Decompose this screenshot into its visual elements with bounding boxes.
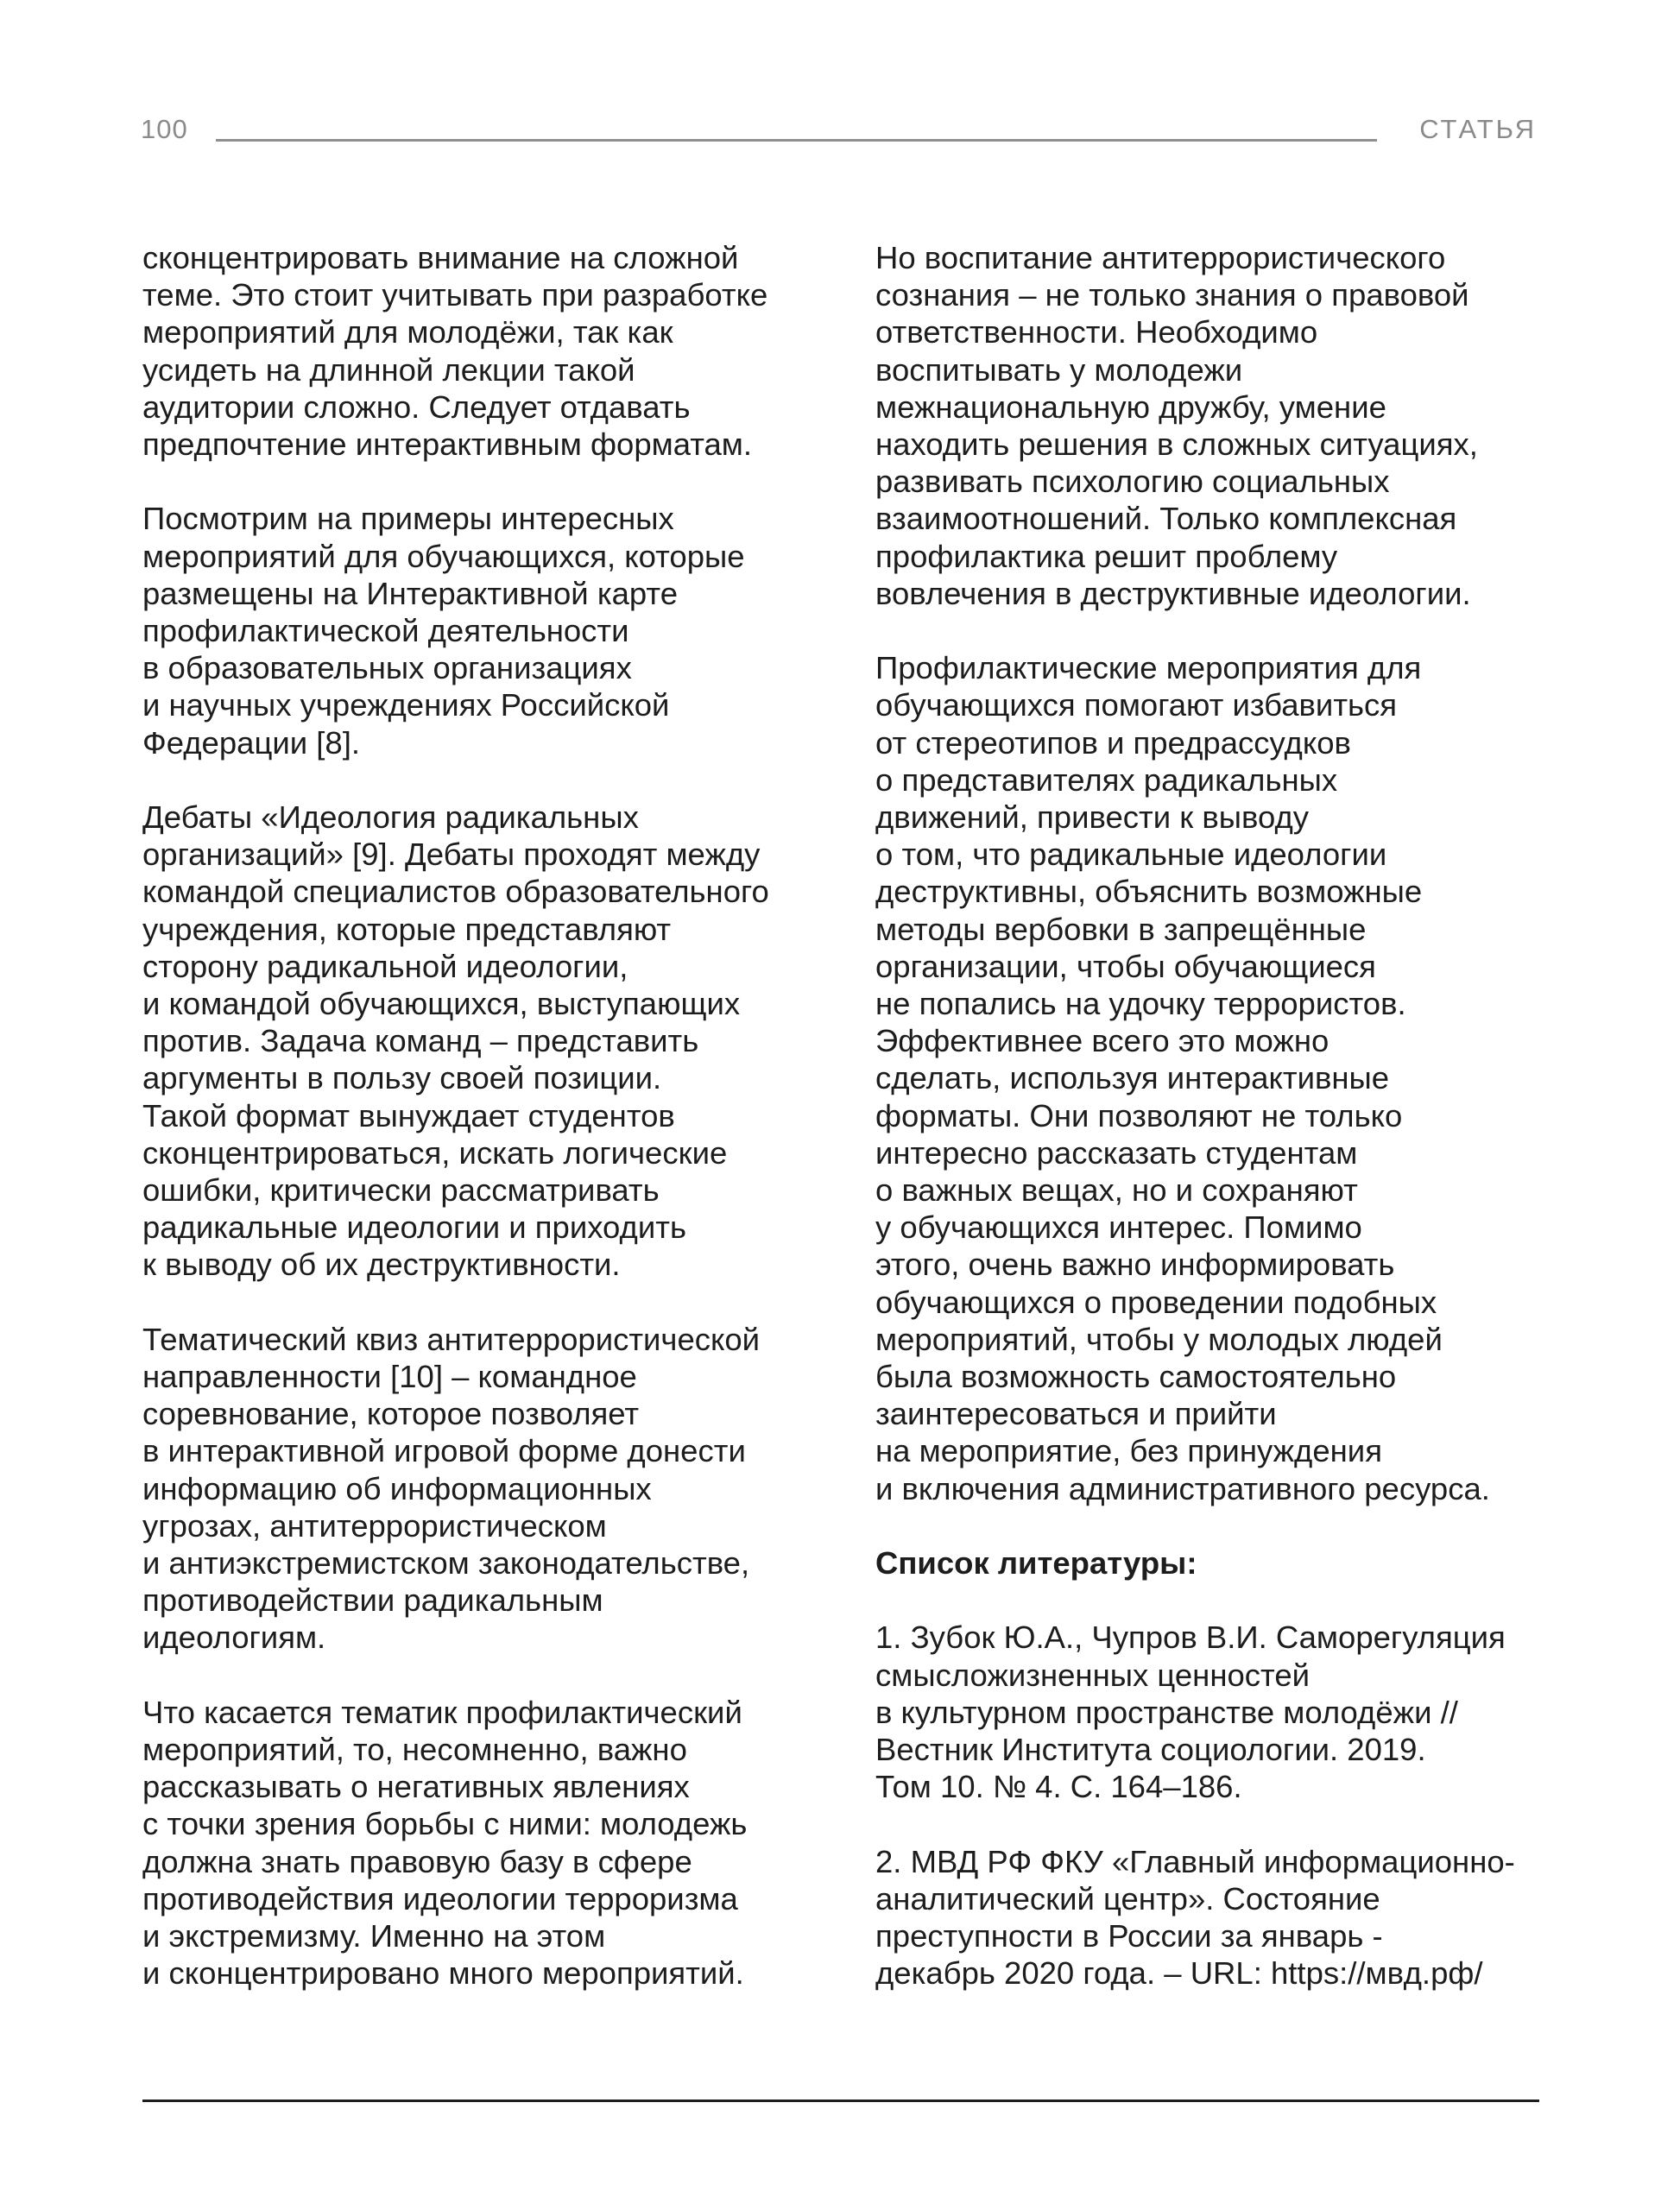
paragraph: сконцентрировать внимание на сложной теме. Это стоит учитывать при разработке мероприятий для молодёжи, так как усидеть на длинной лекции такой аудитории сложно. Следует отдавать предпочтение интерактивным форматам. [142, 240, 768, 463]
footer-divider [142, 2100, 1539, 2102]
paragraph: Но воспитание антитеррористического сознания – не только знания о правовой ответственности. Необходимо воспитывать у молодежи межнациональную дружбу, умение находить решения в сложных ситуациях, развивать психологию социальных взаимоотношений. Только комплексная профилактика решит проблему вовлечения в деструктивные идеологии. [875, 240, 1478, 611]
right-column [875, 239, 1549, 2030]
header-divider [216, 139, 1377, 142]
page-number: 100 [141, 114, 188, 144]
paragraph: Дебаты «Идеология радикальных организаций» [9]. Дебаты проходят между командой специалистов образовательного учреждения, которые представляют сторону радикальной идеологии, и командой обучающихся, выступающих против. Задача команд – представить аргументы в пользу своей позиции. Такой формат вынуждает студентов сконцентрироваться, искать логические ошибки, критически рассматривать радикальные идеологии и приходить к выводу об их деструктивности. [142, 799, 769, 1283]
paragraph: Тематический квиз антитеррористической направленности [10] – командное соревнование, которое позволяет в интерактивной игровой форме донести информацию об информационных угрозах, антитеррористическом и антиэкстремистском законодательстве, противодействии радикальным идеологиям. [142, 1321, 761, 1656]
paragraph: Что касается тематик профилактический мероприятий, то, несомненно, важно рассказывать о негативных явлениях с точки зрения борьбы с ними: молодежь должна знать правовую базу в сфере противодействия идеологии терроризма и экстремизму. Именно на этом и сконцентрировано много мероприятий. [142, 1694, 748, 1992]
left-column [142, 239, 824, 2030]
reference-item: 1. Зубок Ю.А., Чупров В.И. Саморегуляция смысложизненных ценностей в культурном пространстве молодёжи // Вестник Института социологии. 2019. Том 10. № 4. С. 164–186. [875, 1620, 1506, 1805]
paragraph: Посмотрим на примеры интересных мероприятий для обучающихся, которые размещены на Интерактивной карте профилактической деятельности в образовательных организациях и научных учреждениях Российской Федерации [8]. [142, 501, 745, 761]
section-label: СТАТЬЯ [1419, 114, 1537, 144]
reference-item: 2. МВД РФ ФКУ «Главный информационно- аналитический центр». Состояние преступности в России за январь - декабрь 2020 года. – URL: https://мвд.рф/ [875, 1843, 1515, 1992]
paragraph: Профилактические мероприятия для обучающихся помогают избавиться от стереотипов и предрассудков о представителях радикальных движений, привести к выводу о том, что радикальные идеологии деструктивны, объяснить возможные методы вербовки в запрещённые организации, чтобы обучающиеся не попались на удочку террористов. Эффективнее всего это можно сделать, используя интерактивные форматы. Они позволяют не только интересно рассказать студентам о важных вещах, но и сохраняют у обучающихся интерес. Помимо этого, очень важно информировать обучающихся о проведении подобных мероприятий, чтобы у молодых людей была возможность самостоятельно заинтересоваться и прийти на мероприятие, без принуждения и включения административного ресурса. [875, 650, 1490, 1506]
references-heading: Список литературы: [875, 1545, 1197, 1582]
